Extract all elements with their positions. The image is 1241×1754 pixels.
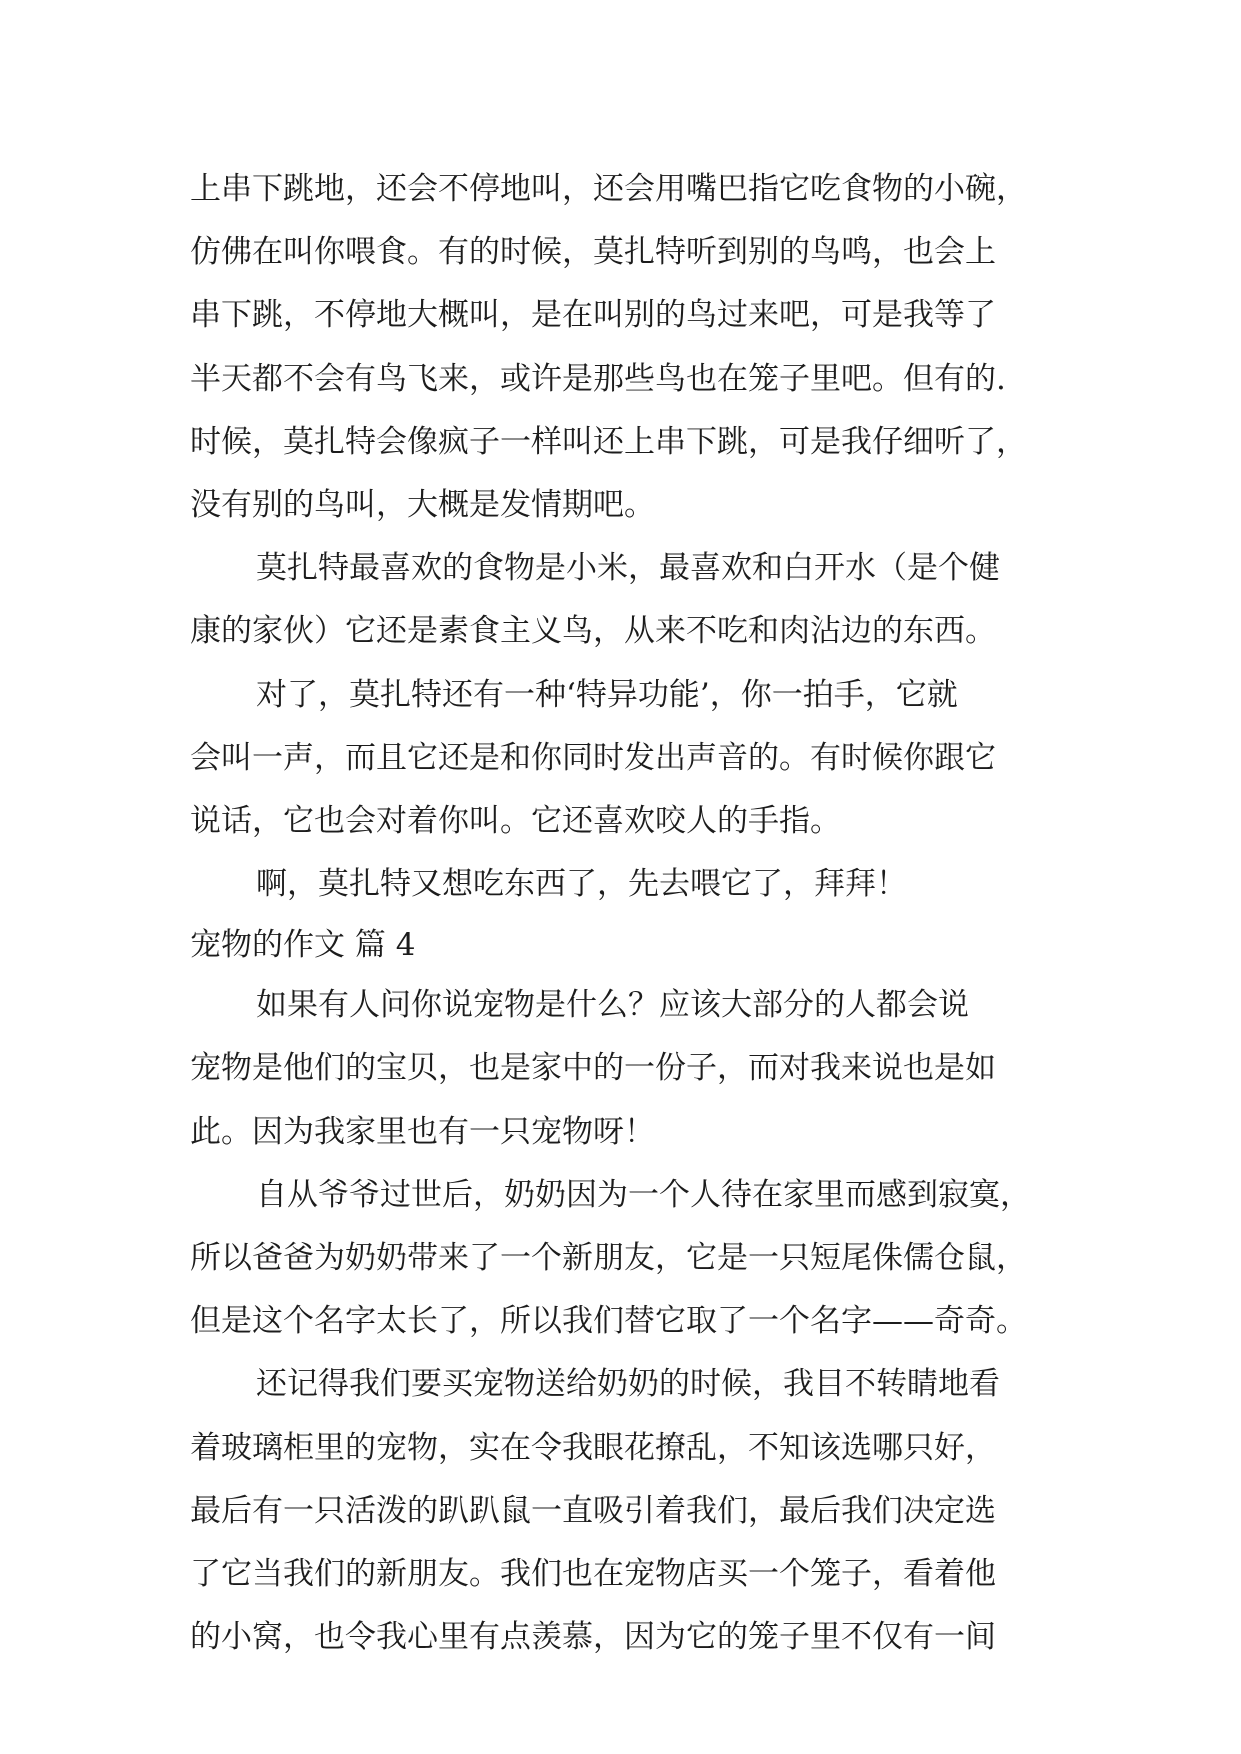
text-line: 没有别的鸟叫，大概是发情期吧。 (190, 486, 655, 523)
text-line: 宠物是他们的宝贝，也是家中的一份子，而对我来说也是如 (190, 1050, 996, 1087)
text-line: 上串下跳地，还会不停地叫，还会用嘴巴指它吃食物的小碗， (190, 171, 1027, 207)
paragraph-start-line: 如果有人问你说宠物是什么？应该大部分的人都会说 (256, 987, 969, 1024)
text-line: 会叫一声，而且它还是和你同时发出声音的。有时候你跟它 (190, 739, 996, 776)
paragraph-start-line: 莫扎特最喜欢的食物是小米，最喜欢和白开水（是个健 (256, 550, 1000, 587)
text-line: 所以爸爸为奶奶带来了一个新朋友，它是一只短尾侏儒仓鼠， (190, 1240, 1027, 1276)
text-line: 串下跳，不停地大概叫，是在叫别的鸟过来吧，可是我等了 (190, 297, 996, 334)
text-line: 说话，它也会对着你叫。它还喜欢咬人的手指。 (190, 802, 841, 839)
paragraph-start-line: 对了，莫扎特还有一种‘特异功能’，你一拍手，它就 (256, 676, 958, 713)
text-line: 半天都不会有鸟飞来，或许是那些鸟也在笼子里吧。但有的. (190, 360, 1006, 397)
text-line: 康的家伙）它还是素食主义鸟，从来不吃和肉沾边的东西。 (190, 613, 996, 650)
text-line: 着玻璃柜里的宠物，实在令我眼花撩乱，不知该选哪只好， (190, 1429, 996, 1466)
text-line: 的小窝，也令我心里有点羡慕，因为它的笼子里不仅有一间 (190, 1619, 996, 1656)
document-body (190, 158, 1070, 1669)
paragraph-start-line: 啊，莫扎特又想吃东西了，先去喂它了，拜拜！ (256, 866, 907, 903)
paragraph-start-line: 自从爷爷过世后，奶奶因为一个人待在家里而感到寂寞， (256, 1176, 1031, 1213)
section-heading: 宠物的作文 篇 4 (190, 927, 416, 964)
paragraph-start-line: 还记得我们要买宠物送给奶奶的时候，我目不转睛地看 (256, 1366, 1000, 1403)
text-line: 仿佛在叫你喂食。有的时候，莫扎特听到别的鸟鸣，也会上 (190, 234, 996, 271)
text-line: 但是这个名字太长了，所以我们替它取了一个名字——奇奇。 (190, 1303, 1027, 1340)
text-line: 最后有一只活泼的趴趴鼠一直吸引着我们，最后我们决定选 (190, 1492, 996, 1529)
text-line: 此。因为我家里也有一只宠物呀！ (190, 1113, 655, 1150)
text-line: 时候，莫扎特会像疯子一样叫还上串下跳，可是我仔细听了， (190, 423, 1027, 460)
text-line: 了它当我们的新朋友。我们也在宠物店买一个笼子，看着他 (190, 1555, 996, 1592)
